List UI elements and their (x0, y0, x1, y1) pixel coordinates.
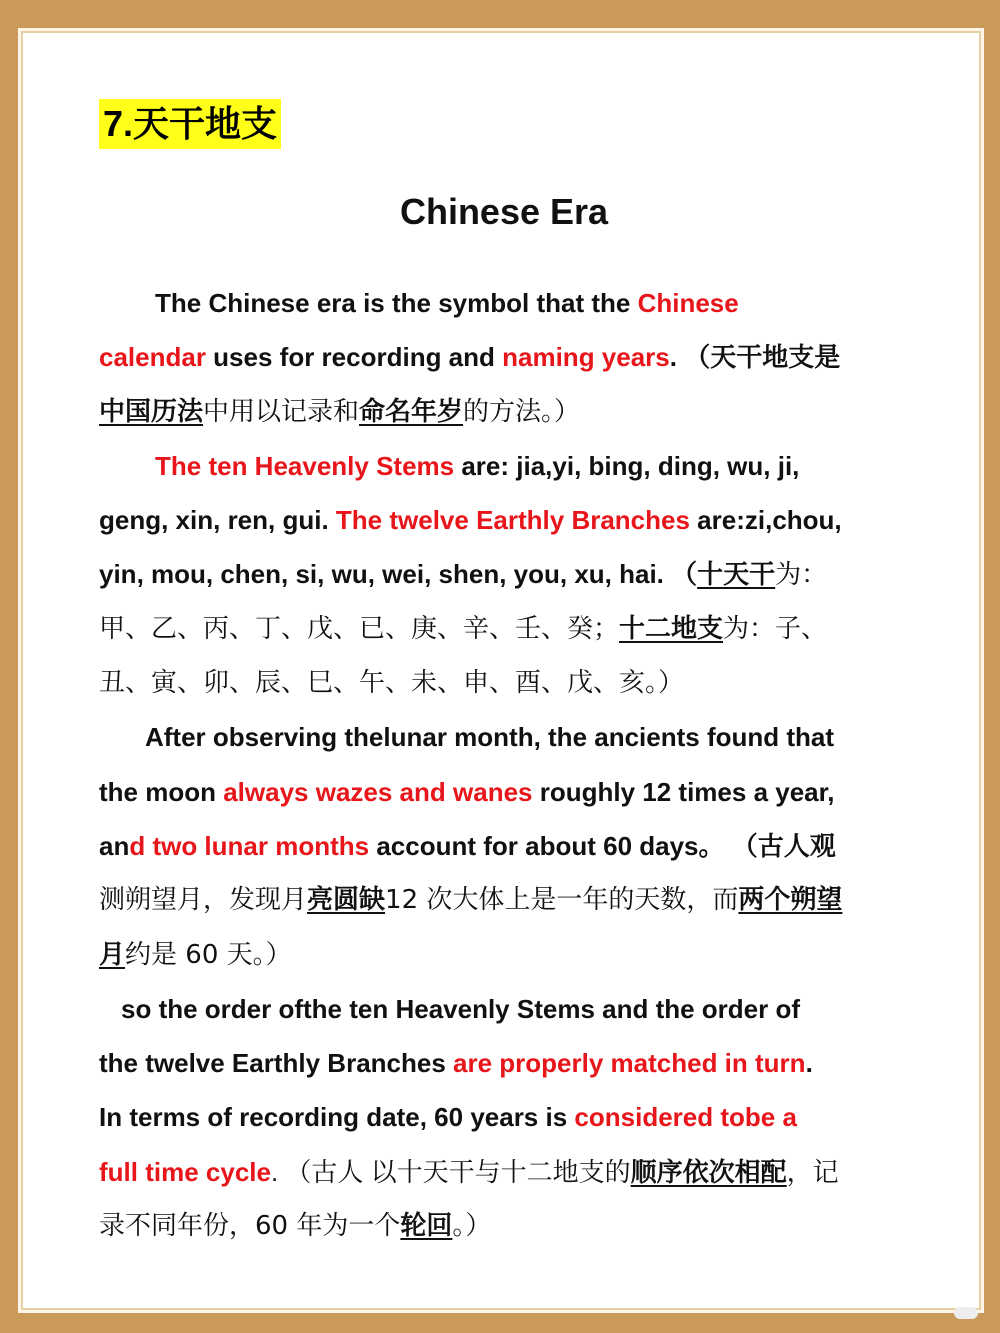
text-line: the twelve Earthly Branches are properly matched in turn. (99, 1048, 813, 1079)
watermark-logo (954, 1307, 978, 1319)
text-line: After observing thelunar month, the ancients found that (145, 722, 835, 753)
text-line: The Chinese era is the symbol that the Chinese (155, 288, 739, 318)
text-line: yin, mou, chen, si, wu, wei, shen, you, xu, hai. （十天干为： (99, 559, 828, 590)
page-title: Chinese Era (399, 191, 609, 232)
text-line: calendar uses for recording and naming years. （天干地支是 (99, 342, 841, 373)
text-line: full time cycle. （古人 以十天干与十二地支的顺序依次相配，记 (99, 1156, 839, 1187)
text-line: the moon always wazes and wanes roughly 12 times a year, (99, 776, 835, 807)
text-line: The ten Heavenly Stems are: jia,yi, bing, ding, wu, ji, (155, 450, 800, 481)
text-line: so the order ofthe ten Heavenly Stems and the order of (121, 993, 801, 1024)
text-line: geng, xin, ren, gui. The twelve Earthly Branches are:zi,chou, (99, 505, 842, 536)
text-line: 甲、乙、丙、丁、戊、已、庚、辛、壬、癸；十二地支为：子、 (99, 613, 828, 644)
paragraph-cycle (99, 982, 911, 1253)
paragraph-lunar-month (99, 710, 911, 981)
text-line: In terms of recording date, 60 years is considered tobe a (99, 1102, 797, 1133)
section-badge: 7.天干地支 (99, 99, 281, 149)
text-line: 测朔望月，发现月亮圆缺12 次大体上是一年的天数，而两个朔望 (99, 885, 843, 916)
body-text (99, 276, 911, 1253)
text-line: 中国历法中用以记录和命名年岁的方法。） (99, 396, 581, 427)
paragraph-stems-branches (99, 439, 911, 710)
text-line: 录不同年份，60 年为一个轮回。） (99, 1211, 492, 1242)
paragraph-definition (99, 276, 911, 439)
text-line: and two lunar months account for about 60 days。 （古人观 (99, 830, 836, 861)
text-line: 丑、寅、卯、辰、巳、午、未、申、酉、戊、亥。） (99, 668, 685, 699)
text-line: 月约是 60 天。） (99, 939, 292, 970)
document-card (18, 28, 984, 1313)
